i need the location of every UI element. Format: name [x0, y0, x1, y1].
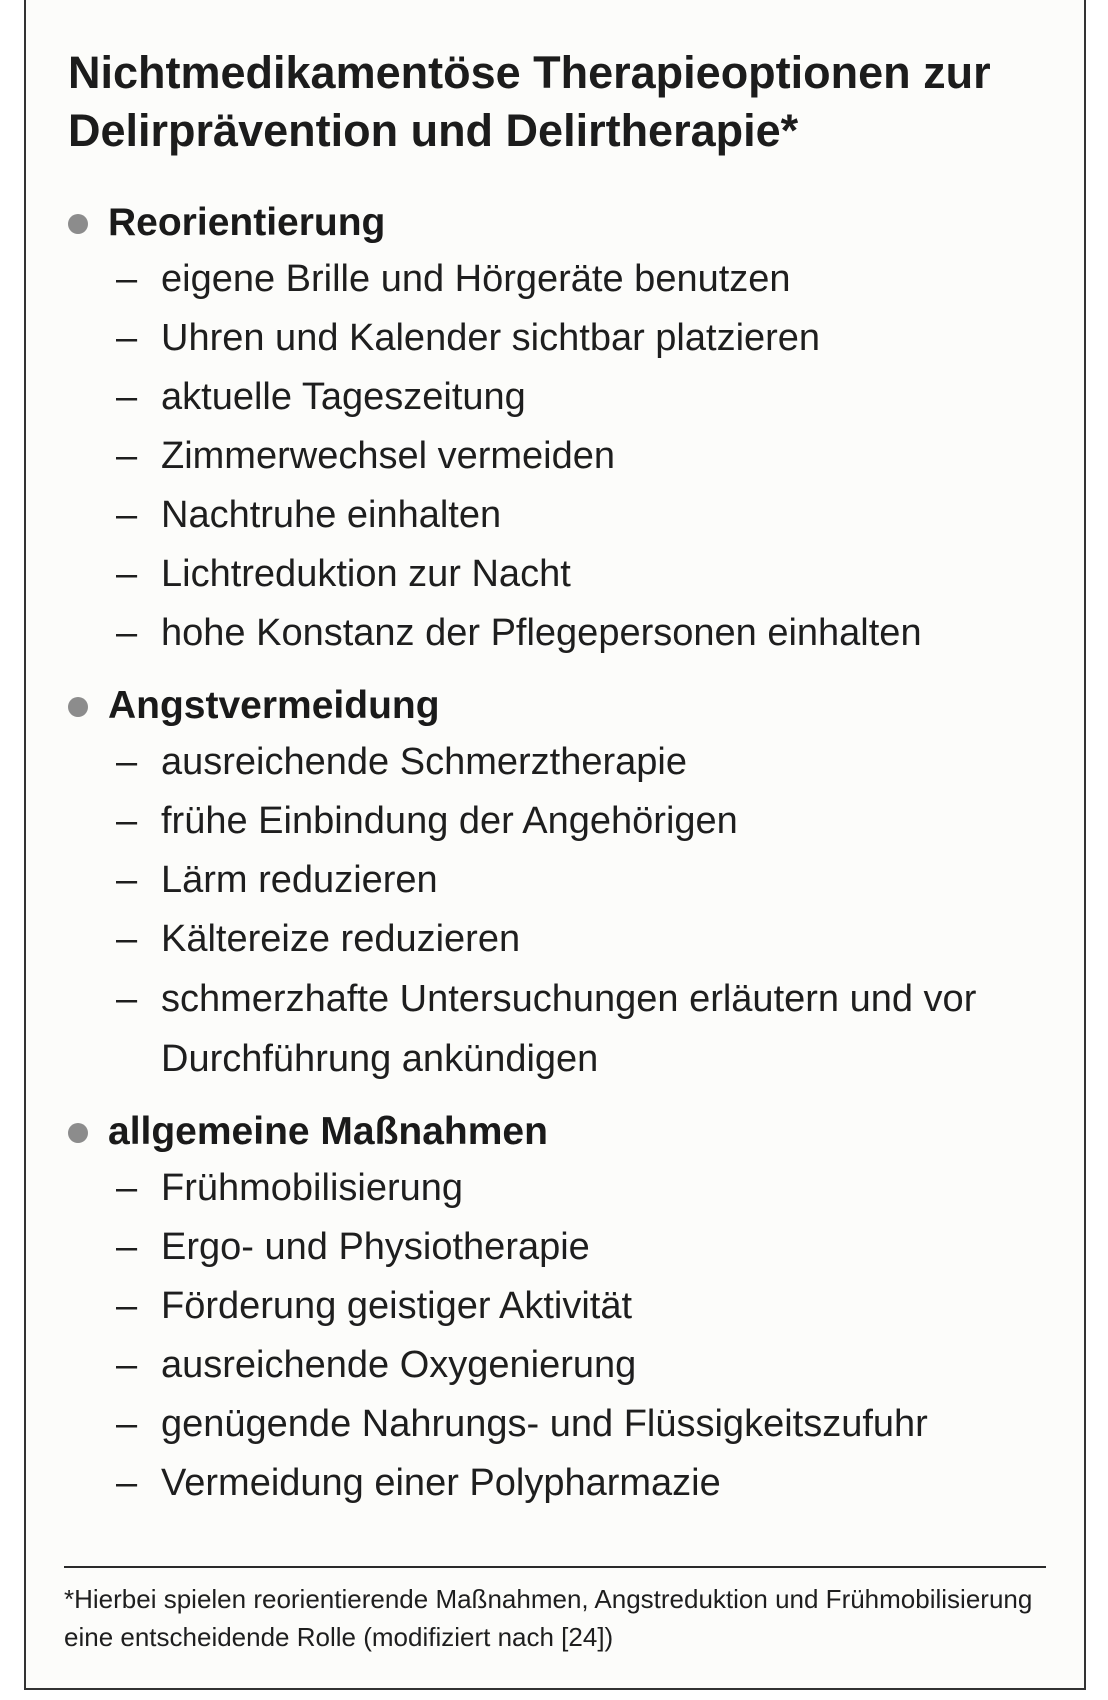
list-item — [68, 1159, 1068, 1218]
list-item-text: Förderung geistiger Aktivität — [161, 1285, 633, 1327]
list-item — [68, 309, 1068, 368]
dash-marker: – — [116, 1167, 138, 1209]
list-item-text: eigene Brille und Hörgeräte benutzen — [161, 258, 791, 300]
list-item-text: ausreichende Schmerztherapie — [161, 741, 687, 783]
dash-marker: – — [116, 258, 138, 300]
dash-marker: – — [116, 1285, 138, 1327]
dash-marker: – — [116, 859, 138, 901]
section-allgemeine-massnahmen — [68, 1105, 1068, 1513]
bullet-dot-icon — [68, 1123, 88, 1143]
dash-marker: – — [116, 1403, 138, 1445]
dash-marker: – — [116, 376, 138, 418]
list-item — [68, 368, 1068, 427]
list-item-text: hohe Konstanz der Pflegepersonen einhalten — [161, 612, 922, 654]
section-heading — [68, 679, 1068, 733]
list-item-text: frühe Einbindung der Angehörigen — [161, 800, 738, 842]
list-item-text: Ergo- und Physiotherapie — [161, 1226, 590, 1268]
list-item-text: schmerzhafte Untersuchungen erläutern und vor Durchführung ankündigen — [161, 978, 977, 1080]
info-box — [24, 0, 1086, 1690]
section-heading — [68, 1105, 1068, 1159]
dash-marker: – — [116, 918, 138, 960]
section-heading-label: Reorientierung — [108, 201, 386, 244]
dash-marker: – — [116, 494, 138, 536]
list-item — [68, 1277, 1068, 1336]
list-item-text: Nachtruhe einhalten — [161, 494, 502, 536]
list-item — [68, 792, 1068, 851]
section-heading-label: Angstvermeidung — [108, 684, 440, 727]
list-item-text: Zimmerwechsel vermeiden — [161, 435, 616, 477]
list-item — [68, 910, 1068, 969]
list-item — [68, 1218, 1068, 1277]
list-item — [68, 1336, 1068, 1395]
footnote-divider — [64, 1566, 1046, 1568]
section-heading-label: allgemeine Maßnahmen — [108, 1110, 548, 1153]
list-item-text: Lichtreduktion zur Nacht — [161, 553, 571, 595]
dash-marker: – — [116, 435, 138, 477]
dash-marker: – — [116, 1462, 138, 1504]
dash-marker: – — [116, 1226, 138, 1268]
section-heading — [68, 196, 1068, 250]
item-list — [68, 1159, 1068, 1513]
list-item — [68, 545, 1068, 604]
list-item — [68, 1454, 1068, 1513]
dash-marker: – — [116, 317, 138, 359]
footnote: *Hierbei spielen reorientierende Maßnahmen, Angstreduktion und Frühmobilisierung eine entscheidende Rolle (modifiziert nach [24]) — [64, 1584, 1033, 1652]
dash-marker: – — [116, 1344, 138, 1386]
list-item-text: genügende Nahrungs- und Flüssigkeitszufuhr — [161, 1403, 928, 1445]
dash-marker: – — [116, 553, 138, 595]
list-item-text: Frühmobilisierung — [161, 1167, 464, 1209]
list-item-text: Vermeidung einer Polypharmazie — [161, 1462, 721, 1504]
list-item — [68, 604, 1068, 663]
sections — [68, 196, 1068, 1529]
list-item — [68, 969, 1068, 1089]
list-item-text: Uhren und Kalender sichtbar platzieren — [161, 317, 821, 359]
section-angstvermeidung — [68, 679, 1068, 1089]
list-item — [68, 427, 1068, 486]
box-title: Nichtmedikamentöse Therapieoptionen zur Delirprävention und Delirtherapie* — [68, 47, 991, 156]
list-item-text: ausreichende Oxygenierung — [161, 1344, 637, 1386]
bullet-dot-icon — [68, 214, 88, 234]
dash-marker: – — [116, 741, 138, 783]
list-item — [68, 250, 1068, 309]
item-list — [68, 733, 1068, 1089]
bullet-dot-icon — [68, 697, 88, 717]
item-list — [68, 250, 1068, 663]
section-reorientierung — [68, 196, 1068, 663]
list-item-text: aktuelle Tageszeitung — [161, 376, 526, 418]
list-item — [68, 486, 1068, 545]
list-item-text: Lärm reduzieren — [161, 859, 438, 901]
list-item — [68, 851, 1068, 910]
list-item-text: Kältereize reduzieren — [161, 918, 521, 960]
dash-marker: – — [116, 800, 138, 842]
list-item — [68, 733, 1068, 792]
dash-marker: – — [116, 978, 138, 1020]
dash-marker: – — [116, 612, 138, 654]
list-item — [68, 1395, 1068, 1454]
